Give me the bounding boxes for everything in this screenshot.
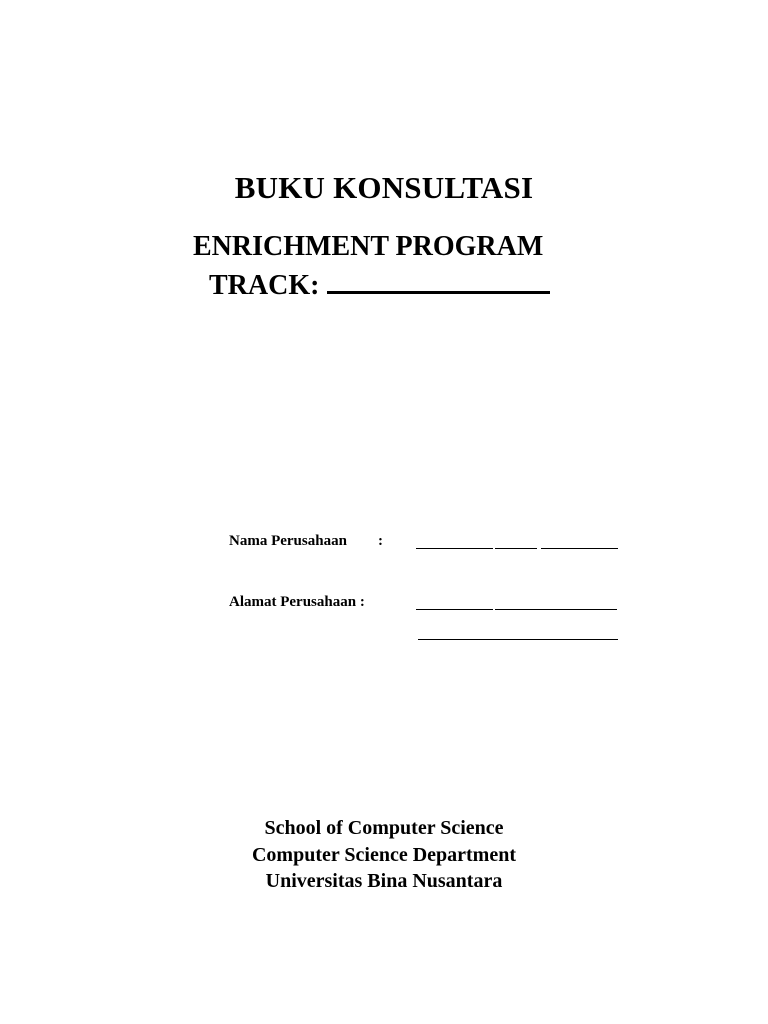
company-address-blank-3[interactable]: [418, 639, 618, 640]
track-blank[interactable]: [327, 265, 550, 294]
company-name-label: Nama Perusahaan: [229, 533, 347, 549]
footer-university: Universitas Bina Nusantara: [265, 870, 503, 892]
document-subtitle: ENRICHMENT PROGRAM: [193, 231, 544, 262]
company-name-blank-2[interactable]: [495, 548, 537, 549]
company-address-blank-1[interactable]: [416, 609, 493, 610]
track-line: [209, 265, 550, 303]
company-name-blank-3[interactable]: [541, 548, 618, 549]
track-label: TRACK:: [209, 270, 320, 301]
footer-department: Computer Science Department: [251, 844, 516, 866]
company-address-blank-2[interactable]: [495, 609, 617, 610]
document-title: BUKU KONSULTASI: [234, 170, 534, 205]
company-name-colon: :: [378, 533, 383, 549]
company-address-label: Alamat Perusahaan :: [229, 594, 365, 610]
footer-school: School of Computer Science: [264, 817, 504, 839]
company-name-blank-1[interactable]: [416, 548, 493, 549]
